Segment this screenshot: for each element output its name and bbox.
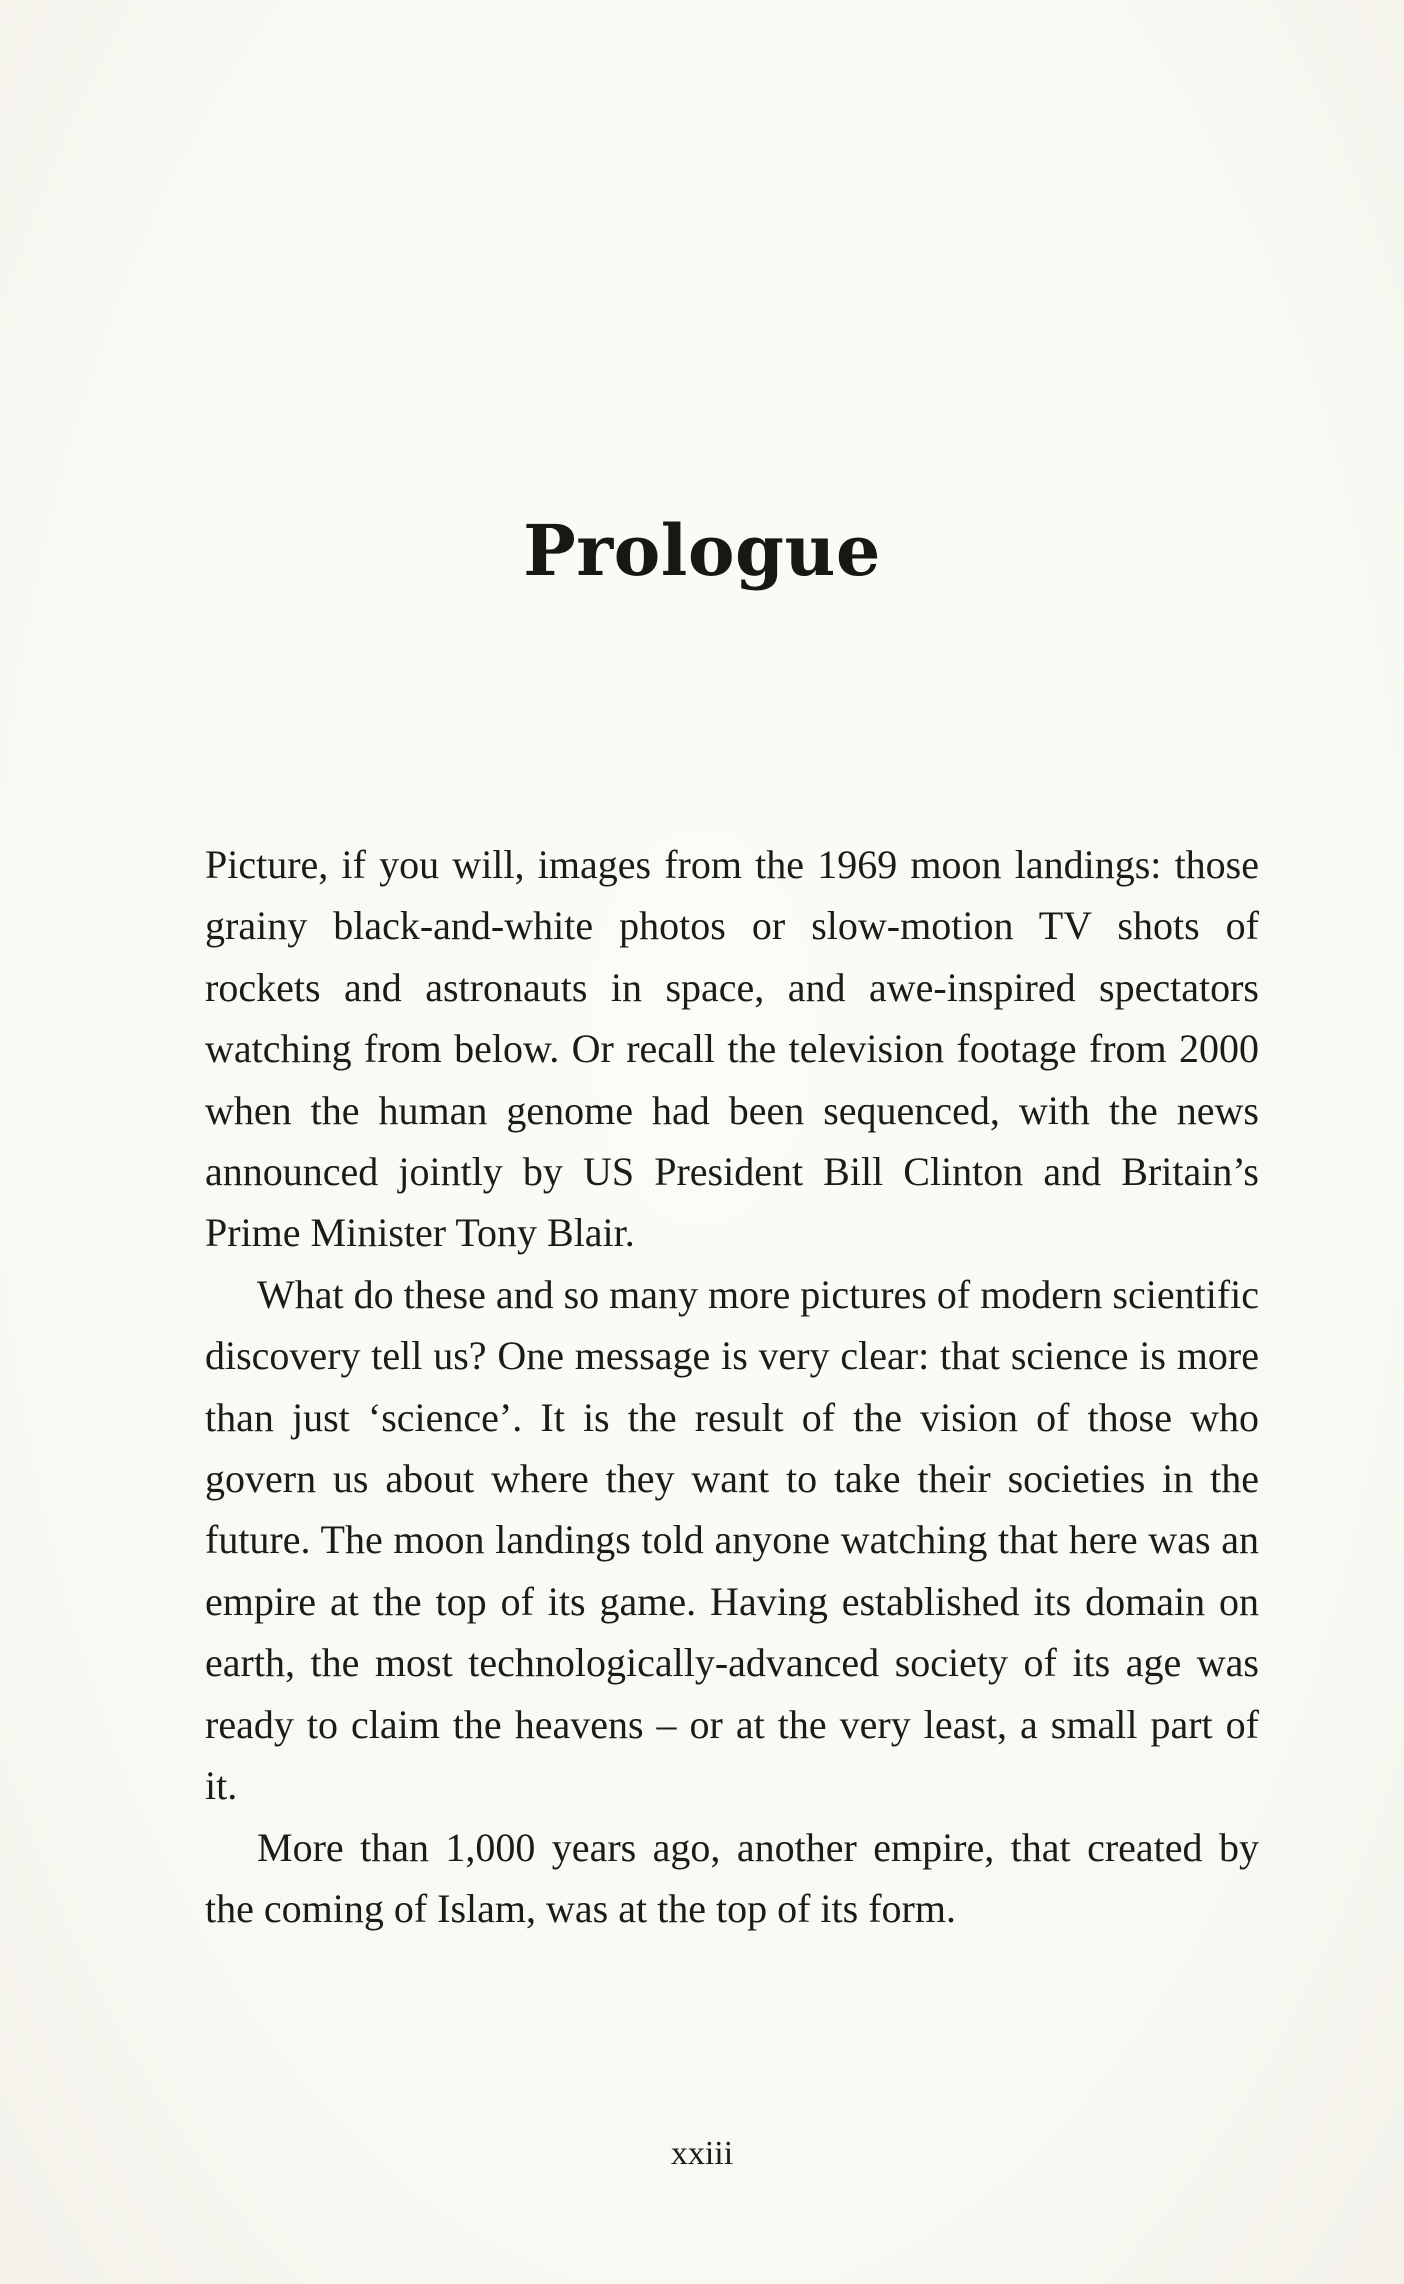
paragraph-3: More than 1,000 years ago, another empire, that created by the coming of Islam, was at the top of its form. (205, 1824, 1259, 1931)
body-text (205, 834, 1259, 1939)
paragraph-2: What do these and so many more pictures of modern scientific discovery tell us? One message is very clear: that science is more than just ‘science’. It is the result of the vision of those who govern us about where they want to take their societies in the future. The moon landings told anyone watching that here was an empire at the top of its game. Having established its domain on earth, the most technologically-advanced society of its age was ready to claim the heavens – or at the very least, a small part of it. (205, 1271, 1259, 1809)
paragraph-1: Picture, if you will, images from the 1969 moon landings: those grainy black-and-white photos or slow-motion TV shots of rockets and astronauts in space, and awe-inspired spectators watching from below. Or recall the television footage from 2000 when the human genome had been sequenced, with the news announced jointly by US President Bill Clinton and Britain’s Prime Minister Tony Blair. (205, 842, 1259, 1256)
page-number: xxiii (670, 2135, 734, 2172)
chapter-title: Prologue (523, 509, 881, 592)
